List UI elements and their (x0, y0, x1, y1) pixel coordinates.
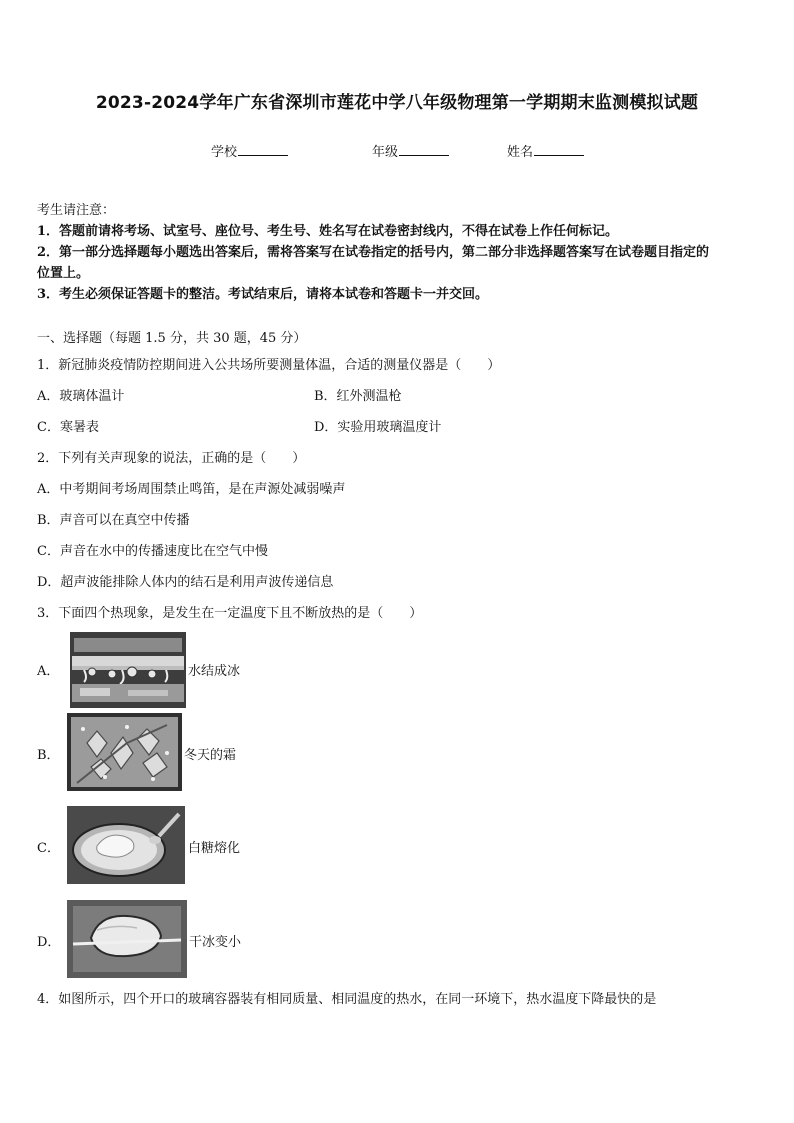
question-2-option-d: D．超声波能排除人体内的结石是利用声波传递信息 (37, 575, 334, 590)
school-field (211, 141, 288, 160)
name-field (507, 141, 584, 160)
school-blank (238, 143, 288, 156)
question-3-option-c-label: C． (37, 841, 60, 856)
question-1-stem: 1．新冠肺炎疫情防控期间进入公共场所要测量体温，合适的测量仪器是（ ） (37, 358, 501, 373)
notice-item: 1．答题前请将考场、试室号、座位号、考生号、姓名写在试卷密封线内，不得在试卷上作任何标记。 (37, 224, 619, 239)
grade-label: 年级 (372, 145, 399, 160)
question-2-stem: 2．下列有关声现象的说法，正确的是（ ） (37, 451, 306, 466)
grade-field (372, 141, 449, 160)
question-3-stem: 3．下面四个热现象，是发生在一定温度下且不断放热的是（ ） (37, 606, 423, 621)
notice-item: 2．第一部分选择题每小题选出答案后，需将答案写在试卷指定的括号内，第二部分非选择题答案写在试卷题目指定的 (37, 245, 710, 260)
page-title: 2023-2024学年广东省深圳市莲花中学八年级物理第一学期期末监测模拟试题 (95, 93, 699, 113)
question-3-option-d-caption: 干冰变小 (189, 935, 242, 950)
question-3-option-b-caption: 冬天的霜 (184, 748, 237, 763)
notice-item: 位置上。 (37, 266, 90, 281)
section-title: 一、选择题（每题 1.5 分，共 30 题，45 分） (37, 331, 307, 346)
question-1-option-b: B．红外测温枪 (314, 389, 402, 404)
question-2-option-b: B．声音可以在真空中传播 (37, 513, 190, 528)
dry-ice-photo-icon (67, 900, 187, 978)
melting-sugar-photo-icon (67, 806, 185, 884)
notice-item: 3．考生必须保证答题卡的整洁。考试结束后，请将本试卷和答题卡一并交回。 (37, 287, 489, 302)
question-3-option-c-caption: 白糖熔化 (188, 841, 241, 856)
grade-blank (399, 143, 449, 156)
question-2-option-c: C．声音在水中的传播速度比在空气中慢 (37, 544, 268, 559)
question-3-option-a-caption: 水结成冰 (188, 664, 241, 679)
question-3-option-a-label: A． (37, 664, 60, 679)
frost-photo-icon (67, 713, 182, 791)
name-label: 姓名 (507, 145, 534, 160)
question-1-option-d: D．实验用玻璃温度计 (314, 420, 442, 435)
name-blank (534, 143, 584, 156)
question-1-option-a: A．玻璃体温计 (37, 389, 125, 404)
question-2-option-a: A．中考期间考场周围禁止鸣笛，是在声源处减弱噪声 (37, 482, 346, 497)
ice-forming-photo-icon (70, 632, 186, 708)
notice-heading: 考生请注意： (37, 203, 116, 218)
question-1-option-c: C．寒暑表 (37, 420, 99, 435)
question-3-option-d-label: D． (37, 935, 61, 950)
question-4-stem: 4．如图所示，四个开口的玻璃容器装有相同质量、相同温度的热水，在同一环境下，热水温度下降最快的是 (37, 992, 657, 1007)
school-label: 学校 (211, 145, 238, 160)
question-3-option-b-label: B． (37, 748, 60, 763)
exam-notice (37, 200, 762, 305)
